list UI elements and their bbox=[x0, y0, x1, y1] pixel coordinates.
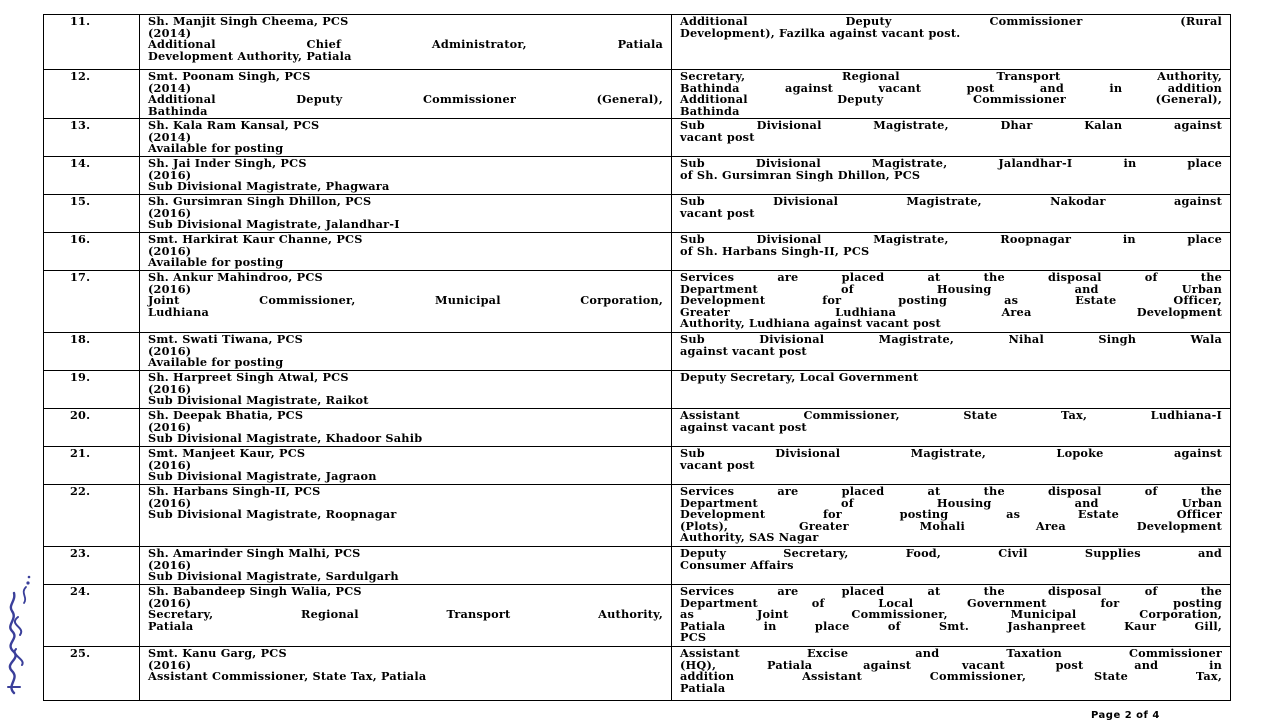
new-posting-line: Bathinda bbox=[680, 103, 740, 118]
officer-cell bbox=[140, 271, 672, 333]
new-posting-cell bbox=[672, 271, 1231, 333]
officer-name: Sh. Kala Ram Kansal, PCS bbox=[148, 118, 320, 132]
current-posting-line: Secretary, Regional Transport Authority, bbox=[148, 607, 663, 622]
current-posting-line: Sub Divisional Magistrate, Jagraon bbox=[148, 469, 377, 484]
officer-name: Sh. Harpreet Singh Atwal, PCS bbox=[148, 370, 349, 384]
new-posting-line: against vacant post bbox=[680, 419, 807, 434]
new-posting-line: Development for posting as Estate Officer bbox=[680, 507, 1222, 522]
serial-number-cell: 13. bbox=[44, 119, 140, 157]
new-posting-line: Services are placed at the disposal of the bbox=[680, 270, 1222, 284]
new-posting-line: Services are placed at the disposal of the bbox=[680, 484, 1222, 498]
officer-name: Sh. Harbans Singh-II, PCS bbox=[148, 484, 321, 498]
officer-name: Sh. Deepak Bhatia, PCS bbox=[148, 408, 304, 422]
new-posting-line: Additional Deputy Commissioner (Rural bbox=[680, 14, 1222, 28]
current-posting-line: Additional Chief Administrator, Patiala bbox=[148, 37, 663, 52]
officer-cell bbox=[140, 157, 672, 195]
current-posting-line: Sub Divisional Magistrate, Khadoor Sahib bbox=[148, 431, 423, 446]
new-posting-line: PCS bbox=[680, 630, 707, 645]
table-row bbox=[44, 15, 1231, 70]
officer-name: Smt. Harkirat Kaur Channe, PCS bbox=[148, 232, 363, 246]
new-posting-line: Sub Divisional Magistrate, Dhar Kalan against bbox=[680, 118, 1222, 132]
current-posting-line: Available for posting bbox=[148, 255, 284, 270]
new-posting-line: Authority, SAS Nagar bbox=[680, 530, 819, 545]
new-posting-cell bbox=[672, 119, 1231, 157]
new-posting-cell bbox=[672, 647, 1231, 701]
serial-number-cell: 23. bbox=[44, 547, 140, 585]
officer-batch: (2016) bbox=[148, 595, 192, 610]
serial-number-cell: 24. bbox=[44, 585, 140, 647]
table-row bbox=[44, 70, 1231, 119]
officer-name: Sh. Manjit Singh Cheema, PCS bbox=[148, 14, 349, 28]
officer-name: Smt. Poonam Singh, PCS bbox=[148, 69, 311, 83]
officer-cell bbox=[140, 233, 672, 271]
table-row bbox=[44, 271, 1231, 333]
officer-batch: (2016) bbox=[148, 281, 192, 296]
officer-cell bbox=[140, 371, 672, 409]
serial-number-cell: 25. bbox=[44, 647, 140, 701]
new-posting-cell bbox=[672, 15, 1231, 70]
new-posting-line: Bathinda against vacant post and in addition bbox=[680, 80, 1222, 95]
new-posting-line: Patiala in place of Smt. Jashanpreet Kaur Gill, bbox=[680, 618, 1222, 633]
officer-name: Smt. Manjeet Kaur, PCS bbox=[148, 446, 306, 460]
officer-name: Smt. Kanu Garg, PCS bbox=[148, 646, 287, 660]
current-posting-line: Patiala bbox=[148, 618, 194, 633]
new-posting-line: Department of Housing and Urban bbox=[680, 495, 1222, 510]
officer-batch: (2014) bbox=[148, 25, 192, 40]
serial-number-cell: 17. bbox=[44, 271, 140, 333]
officer-name: Sh. Gursimran Singh Dhillon, PCS bbox=[148, 194, 372, 208]
new-posting-line: Consumer Affairs bbox=[680, 557, 794, 572]
current-posting-line: Joint Commissioner, Municipal Corporation, bbox=[148, 293, 663, 308]
officer-batch: (2014) bbox=[148, 129, 192, 144]
officer-name: Sh. Babandeep Singh Walia, PCS bbox=[148, 584, 362, 598]
serial-number-cell: 12. bbox=[44, 70, 140, 119]
new-posting-line: Authority, Ludhiana against vacant post bbox=[680, 316, 941, 331]
officer-batch: (2016) bbox=[148, 243, 192, 258]
serial-number-cell: 22. bbox=[44, 485, 140, 547]
officer-batch: (2016) bbox=[148, 381, 192, 396]
current-posting-line: Ludhiana bbox=[148, 304, 210, 319]
officer-batch: (2016) bbox=[148, 343, 192, 358]
new-posting-cell bbox=[672, 585, 1231, 647]
table-row bbox=[44, 447, 1231, 485]
officer-cell bbox=[140, 647, 672, 701]
officer-cell bbox=[140, 485, 672, 547]
current-posting-line: Sub Divisional Magistrate, Phagwara bbox=[148, 179, 390, 194]
serial-number-cell: 11. bbox=[44, 15, 140, 70]
table-row bbox=[44, 157, 1231, 195]
new-posting-line: against vacant post bbox=[680, 343, 807, 358]
current-posting-line: Sub Divisional Magistrate, Jalandhar-I bbox=[148, 217, 400, 232]
new-posting-cell bbox=[672, 409, 1231, 447]
officer-batch: (2016) bbox=[148, 495, 192, 510]
serial-number-cell: 19. bbox=[44, 371, 140, 409]
officer-cell bbox=[140, 195, 672, 233]
officer-batch: (2016) bbox=[148, 657, 192, 672]
table-row bbox=[44, 371, 1231, 409]
current-posting-line: Bathinda bbox=[148, 103, 208, 118]
new-posting-line: Greater Ludhiana Area Development bbox=[680, 304, 1222, 319]
officer-batch: (2014) bbox=[148, 80, 192, 95]
officer-cell bbox=[140, 547, 672, 585]
postings-table bbox=[43, 14, 1231, 701]
new-posting-line: Sub Divisional Magistrate, Roopnagar in place bbox=[680, 232, 1222, 246]
table-row bbox=[44, 547, 1231, 585]
new-posting-line: of Sh. Harbans Singh-II, PCS bbox=[680, 243, 870, 258]
serial-number-cell: 20. bbox=[44, 409, 140, 447]
new-posting-cell bbox=[672, 485, 1231, 547]
current-posting-line: Sub Divisional Magistrate, Raikot bbox=[148, 393, 369, 408]
current-posting-line: Development Authority, Patiala bbox=[148, 48, 352, 63]
officer-name: Sh. Jai Inder Singh, PCS bbox=[148, 156, 307, 170]
new-posting-line: Deputy Secretary, Food, Civil Supplies and bbox=[680, 546, 1222, 560]
new-posting-cell bbox=[672, 447, 1231, 485]
new-posting-line: (HQ), Patiala against vacant post and in bbox=[680, 657, 1222, 672]
officer-cell bbox=[140, 409, 672, 447]
signature-mark bbox=[0, 575, 34, 697]
new-posting-line: Sub Divisional Magistrate, Jalandhar-I in place bbox=[680, 156, 1222, 170]
new-posting-cell bbox=[672, 157, 1231, 195]
new-posting-cell bbox=[672, 70, 1231, 119]
officer-batch: (2016) bbox=[148, 167, 192, 182]
officer-batch: (2016) bbox=[148, 205, 192, 220]
new-posting-line: Sub Divisional Magistrate, Nihal Singh Wala bbox=[680, 332, 1222, 346]
current-posting-line: Assistant Commissioner, State Tax, Patiala bbox=[148, 669, 427, 684]
new-posting-line: as Joint Commissioner, Municipal Corporation, bbox=[680, 607, 1222, 622]
new-posting-line: (Plots), Greater Mohali Area Development bbox=[680, 518, 1222, 533]
new-posting-line: Deputy Secretary, Local Government bbox=[680, 370, 919, 384]
officer-cell bbox=[140, 70, 672, 119]
table-row bbox=[44, 195, 1231, 233]
current-posting-line: Sub Divisional Magistrate, Roopnagar bbox=[148, 507, 397, 522]
new-posting-line: Services are placed at the disposal of the bbox=[680, 584, 1222, 598]
table-row bbox=[44, 585, 1231, 647]
new-posting-cell bbox=[672, 333, 1231, 371]
current-posting-line: Available for posting bbox=[148, 141, 284, 156]
officer-cell bbox=[140, 15, 672, 70]
officer-name: Smt. Swati Tiwana, PCS bbox=[148, 332, 304, 346]
new-posting-line: addition Assistant Commissioner, State Tax, bbox=[680, 669, 1222, 684]
new-posting-line: Additional Deputy Commissioner (General), bbox=[680, 92, 1222, 107]
serial-number-cell: 14. bbox=[44, 157, 140, 195]
officer-cell bbox=[140, 447, 672, 485]
new-posting-cell bbox=[672, 371, 1231, 409]
current-posting-line: Additional Deputy Commissioner (General), bbox=[148, 92, 663, 107]
new-posting-cell bbox=[672, 233, 1231, 271]
officer-batch: (2016) bbox=[148, 419, 192, 434]
officer-cell bbox=[140, 585, 672, 647]
officer-batch: (2016) bbox=[148, 557, 192, 572]
serial-number-cell: 18. bbox=[44, 333, 140, 371]
officer-name: Sh. Amarinder Singh Malhi, PCS bbox=[148, 546, 361, 560]
new-posting-line: Development), Fazilka against vacant post. bbox=[680, 25, 961, 40]
new-posting-line: vacant post bbox=[680, 205, 755, 220]
new-posting-line: Department of Local Government for posting bbox=[680, 595, 1222, 610]
table-row bbox=[44, 485, 1231, 547]
current-posting-line: Sub Divisional Magistrate, Sardulgarh bbox=[148, 569, 399, 584]
officer-batch: (2016) bbox=[148, 457, 192, 472]
new-posting-cell bbox=[672, 195, 1231, 233]
new-posting-line: Development for posting as Estate Officer, bbox=[680, 293, 1222, 308]
page-number: Page 2 of 4 bbox=[1091, 710, 1160, 721]
current-posting-line: Available for posting bbox=[148, 355, 284, 370]
serial-number-cell: 16. bbox=[44, 233, 140, 271]
new-posting-line: Secretary, Regional Transport Authority, bbox=[680, 69, 1222, 83]
new-posting-line: Sub Divisional Magistrate, Nakodar against bbox=[680, 194, 1222, 208]
officer-name: Sh. Ankur Mahindroo, PCS bbox=[148, 270, 323, 284]
new-posting-line: Patiala bbox=[680, 680, 726, 695]
serial-number-cell: 15. bbox=[44, 195, 140, 233]
new-posting-line: vacant post bbox=[680, 129, 755, 144]
serial-number-cell: 21. bbox=[44, 447, 140, 485]
new-posting-line: Assistant Commissioner, State Tax, Ludhiana-I bbox=[680, 408, 1222, 422]
new-posting-line: Sub Divisional Magistrate, Lopoke against bbox=[680, 446, 1222, 460]
new-posting-line: vacant post bbox=[680, 457, 755, 472]
table-row bbox=[44, 333, 1231, 371]
table-row bbox=[44, 233, 1231, 271]
table-row bbox=[44, 119, 1231, 157]
new-posting-cell bbox=[672, 547, 1231, 585]
new-posting-line: Department of Housing and Urban bbox=[680, 281, 1222, 296]
new-posting-line: of Sh. Gursimran Singh Dhillon, PCS bbox=[680, 167, 921, 182]
officer-cell bbox=[140, 119, 672, 157]
table-row bbox=[44, 647, 1231, 701]
new-posting-line: Assistant Excise and Taxation Commissioner bbox=[680, 646, 1222, 660]
officer-cell bbox=[140, 333, 672, 371]
table-row bbox=[44, 409, 1231, 447]
